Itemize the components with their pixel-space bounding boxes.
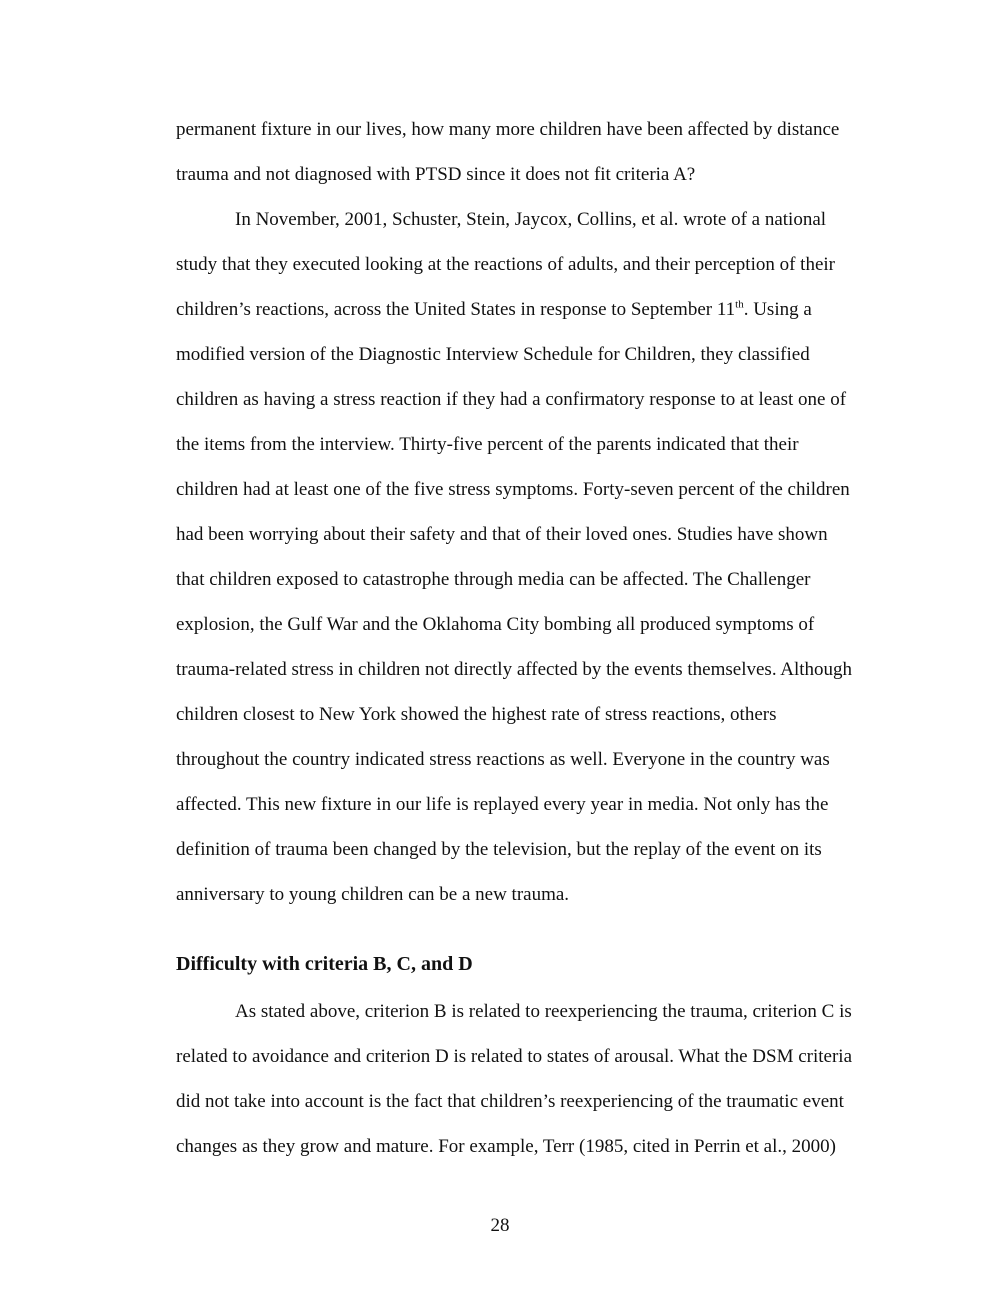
paragraph-2-line-7: children had at least one of the five stress symptoms. Forty-seven percent of the children [176, 479, 850, 500]
paragraph-2-line-10: explosion, the Gulf War and the Oklahoma City bombing all produced symptoms of [176, 614, 815, 635]
paragraph-2-line-9: that children exposed to catastrophe through media can be affected. The Challenger [176, 569, 811, 590]
paragraph-2-line-1: In November, 2001, Schuster, Stein, Jaycox, Collins, et al. wrote of a national [235, 209, 827, 230]
paragraph-2-line-3-text: children’s reactions, across the United States in response to September 11 [176, 299, 736, 320]
ordinal-superscript: th [735, 298, 744, 311]
paragraph-3-line-3: did not take into account is the fact that children’s reexperiencing of the traumatic event [176, 1091, 844, 1112]
paragraph-2-line-5: children as having a stress reaction if they had a confirmatory response to at least one of [176, 389, 847, 410]
paragraph-1-line-1: permanent fixture in our lives, how many more children have been affected by distance [176, 119, 840, 140]
paragraph-2-line-15: definition of trauma been changed by the television, but the replay of the event on its [176, 839, 822, 860]
paragraph-2-line-2: study that they executed looking at the reactions of adults, and their perception of their [176, 254, 835, 275]
paragraph-1-line-2: trauma and not diagnosed with PTSD since it does not fit criteria A? [176, 164, 696, 185]
section-heading: Difficulty with criteria B, C, and D [176, 953, 473, 975]
paragraph-2-line-8: had been worrying about their safety and that of their loved ones. Studies have shown [176, 524, 828, 545]
paragraph-2-line-11: trauma-related stress in children not directly affected by the events themselves. Although [176, 659, 853, 680]
paragraph-3-line-4: changes as they grow and mature. For example, Terr (1985, cited in Perrin et al., 2000) [176, 1136, 836, 1157]
paragraph-2-line-3-tail: . Using a [743, 299, 812, 320]
page-number: 28 [490, 1215, 510, 1236]
paragraph-2-line-16: anniversary to young children can be a new trauma. [176, 884, 570, 905]
paragraph-3-line-2: related to avoidance and criterion D is related to states of arousal. What the DSM criteria [176, 1046, 853, 1067]
paragraph-3-line-1: As stated above, criterion B is related to reexperiencing the trauma, criterion C is [235, 1001, 852, 1022]
paragraph-2-line-13: throughout the country indicated stress reactions as well. Everyone in the country was [176, 749, 830, 770]
paragraph-2-line-4: modified version of the Diagnostic Interview Schedule for Children, they classified [176, 344, 810, 365]
paragraph-2-line-3 [176, 298, 812, 322]
paragraph-2-line-12: children closest to New York showed the highest rate of stress reactions, others [176, 704, 777, 725]
paragraph-2-line-6: the items from the interview. Thirty-five percent of the parents indicated that their [176, 434, 799, 455]
paragraph-2-line-14: affected. This new fixture in our life is replayed every year in media. Not only has the [176, 794, 829, 815]
